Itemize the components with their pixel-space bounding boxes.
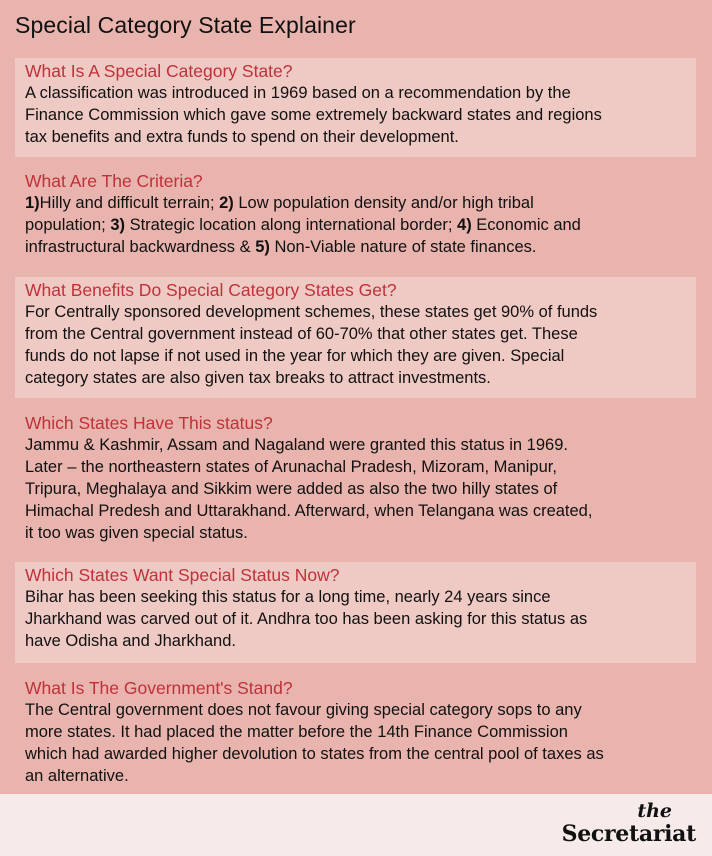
body-line: A classification was introduced in 1969 based on a recommendation by the: [25, 84, 571, 102]
section-body: [25, 301, 686, 389]
criteria-text: Strategic location along international border;: [125, 216, 458, 234]
section-which-states: [15, 410, 696, 548]
section-heading: What Benefits Do Special Category States Get?: [25, 280, 397, 300]
body-line: Tripura, Meghalaya and Sikkim were added as also the two hilly states of: [25, 480, 558, 498]
criteria-number: 5): [255, 238, 270, 256]
section-what-is: [15, 58, 696, 157]
body-line: which had awarded higher devolution to states from the central pool of taxes as: [25, 745, 604, 763]
section-want-status: [15, 562, 696, 663]
body-line: Bihar has been seeking this status for a long time, nearly 24 years since: [25, 588, 551, 606]
criteria-text: Low population density and/or high tribal: [233, 194, 534, 212]
body-line: The Central government does not favour giving special category sops to any: [25, 701, 582, 719]
section-body: [25, 82, 686, 148]
section-heading: What Are The Criteria?: [25, 171, 203, 191]
body-line: have Odisha and Jharkhand.: [25, 632, 236, 650]
criteria-number: 2): [219, 194, 234, 212]
criteria-text: population;: [25, 216, 111, 234]
page-title: Special Category State Explainer: [15, 12, 356, 38]
criteria-text: infrastructural backwardness &: [25, 238, 256, 256]
criteria-number: 4): [457, 216, 472, 234]
footer: [0, 794, 712, 856]
body-line: Finance Commission which gave some extremely backward states and regions: [25, 106, 602, 124]
section-benefits: [15, 277, 696, 398]
section-body: [25, 699, 686, 787]
section-heading: Which States Want Special Status Now?: [25, 565, 340, 585]
section-government-stand: [15, 675, 696, 790]
section-criteria: [15, 168, 696, 262]
criteria-text: Hilly and difficult terrain;: [39, 194, 220, 212]
brand-logo: [562, 802, 696, 847]
criteria-number: 3): [110, 216, 125, 234]
body-line: Later – the northeastern states of Arunachal Pradesh, Mizoram, Manipur,: [25, 458, 557, 476]
criteria-text: Non-Viable nature of state finances.: [269, 238, 537, 256]
section-heading: What Is The Government's Stand?: [25, 678, 293, 698]
logo-the: the: [637, 800, 672, 822]
section-body: [25, 434, 686, 544]
body-line: it too was given special status.: [25, 524, 248, 542]
body-line: Himachal Predesh and Uttarakhand. Afterward, when Telangana was created,: [25, 502, 593, 520]
body-line: tax benefits and extra funds to spend on their development.: [25, 128, 459, 146]
body-line: from the Central government instead of 60-70% that other states get. These: [25, 325, 578, 343]
body-line: For Centrally sponsored development schemes, these states get 90% of funds: [25, 303, 598, 321]
section-body: [25, 192, 686, 258]
section-heading: Which States Have This status?: [25, 413, 273, 433]
body-line: category states are also given tax breaks to attract investments.: [25, 369, 491, 387]
body-line: Jharkhand was carved out of it. Andhra too has been asking for this status as: [25, 610, 588, 628]
section-heading: What Is A Special Category State?: [25, 61, 293, 81]
section-body: [25, 586, 686, 652]
body-line: Jammu & Kashmir, Assam and Nagaland were granted this status in 1969.: [25, 436, 568, 454]
body-line: more states. It had placed the matter before the 14th Finance Commission: [25, 723, 568, 741]
criteria-number: 1): [25, 194, 40, 212]
body-line: an alternative.: [25, 767, 129, 785]
body-line: funds do not lapse if not used in the year for which they are given. Special: [25, 347, 565, 365]
logo-name: Secretariat: [561, 821, 696, 847]
criteria-text: Economic and: [471, 216, 581, 234]
